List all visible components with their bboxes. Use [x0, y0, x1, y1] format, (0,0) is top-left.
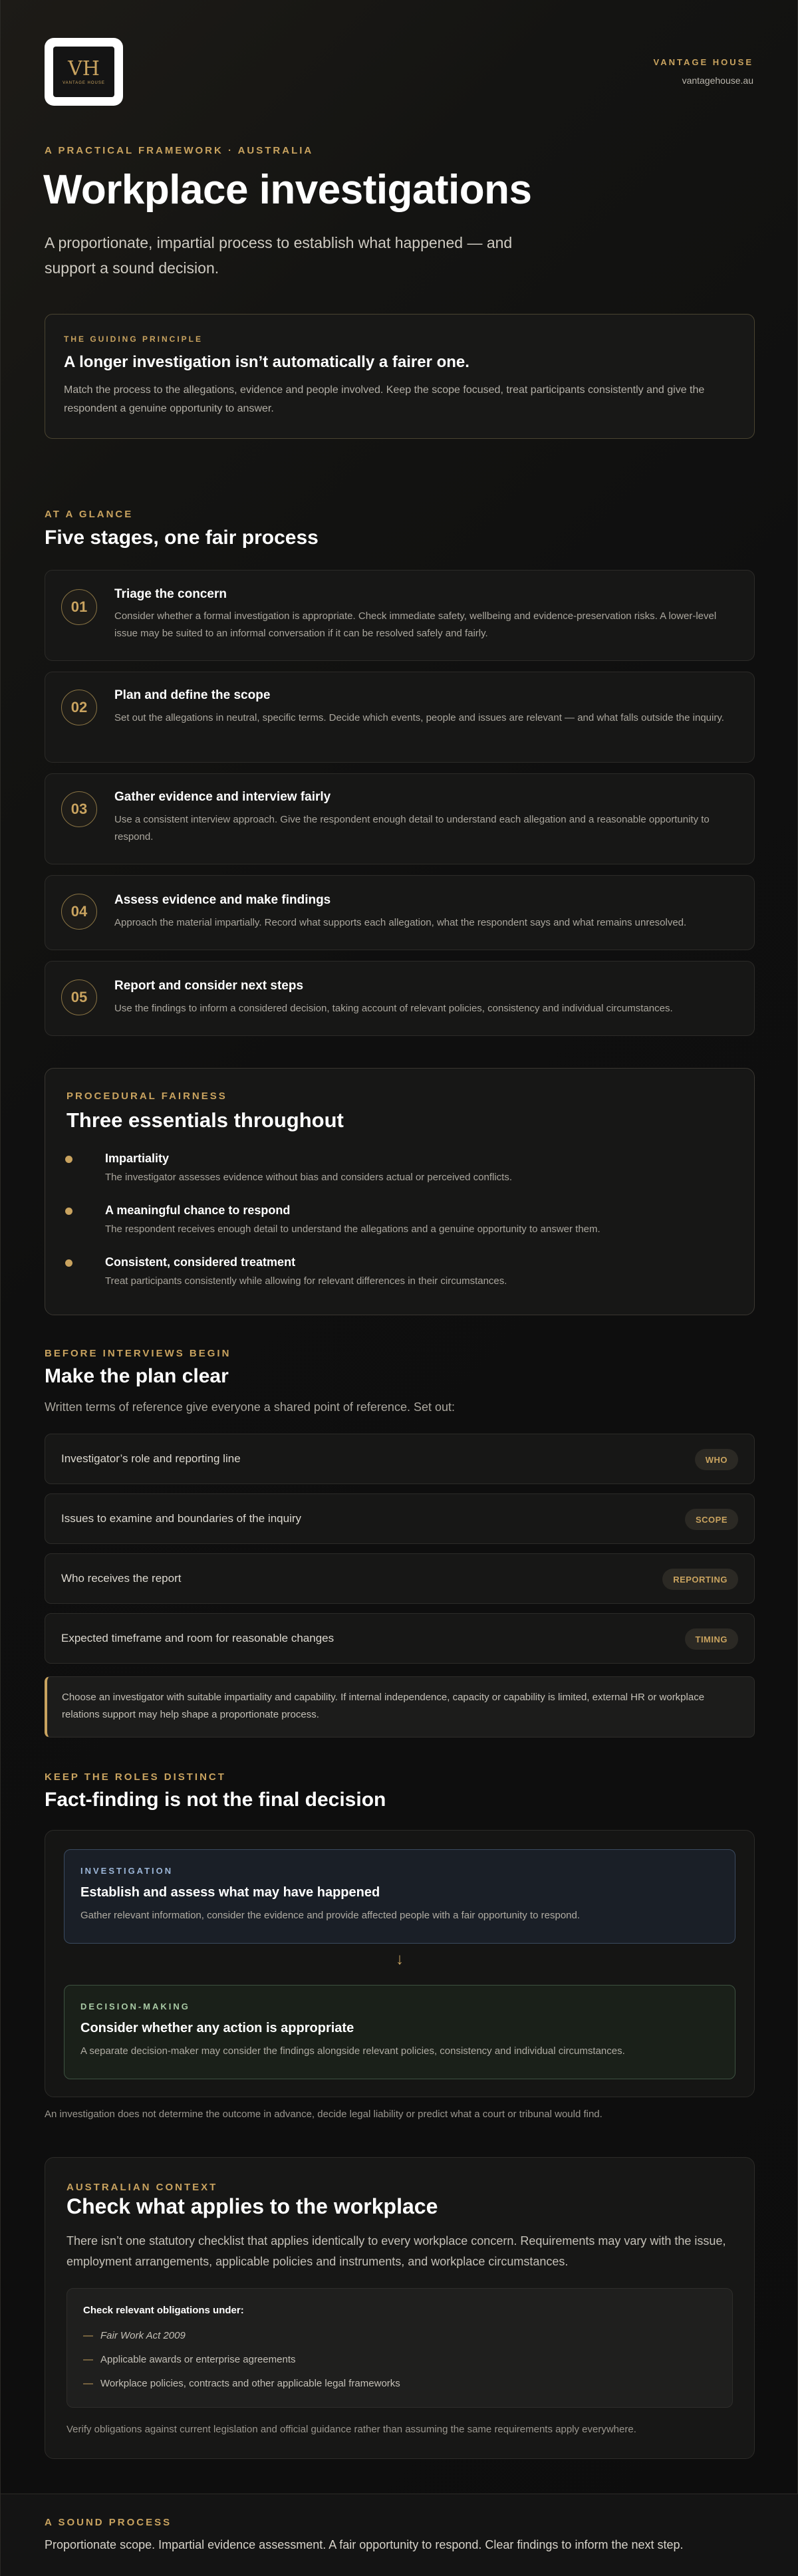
stage-card-3	[45, 773, 755, 864]
logo-monogram: VH	[68, 57, 100, 80]
bullet-dot-icon	[65, 1208, 72, 1215]
dash-icon: —	[83, 2378, 93, 2389]
stage-body: Consider whether a formal investigation is appropriate. Check immediate safety, wellbeing and evidence-preservation risks. A lower-level issue may be suited to an informal conversation if it can be resolved safely and fairly.	[114, 610, 717, 639]
dash-icon: —	[83, 2354, 93, 2365]
header-brand	[654, 57, 753, 86]
obligation-text: Applicable awards or enterprise agreements	[100, 2354, 296, 2365]
bullet-dot-icon	[65, 1156, 72, 1163]
stage-title: Gather evidence and interview fairly	[114, 790, 331, 804]
fairness-item-body: Treat participants consistently while allowing for relevant differences in their circumstances.	[105, 1275, 507, 1287]
roles-title: Fact-finding is not the final decision	[45, 1789, 386, 1811]
fairness-item-title: Impartiality	[105, 1152, 170, 1165]
stage-card-4	[45, 875, 755, 950]
australia-eyebrow: AUSTRALIAN CONTEXT	[66, 2182, 218, 2193]
procedural-fairness-card	[45, 1068, 755, 1315]
stages-title: Five stages, one fair process	[45, 527, 319, 549]
stage-title: Assess evidence and make findings	[114, 893, 331, 907]
fairness-item-body: The investigator assesses evidence without bias and considers actual or perceived conflicts.	[105, 1172, 512, 1183]
page-title: Workplace investigations	[43, 167, 532, 213]
verify-note: Verify obligations against current legislation and official guidance rather than assuming the same requirements apply everywhere.	[66, 2424, 636, 2435]
stage-number: 04	[61, 894, 97, 930]
role-title: Establish and assess what may have happened	[80, 1885, 380, 1900]
fairness-item-body: The respondent receives enough detail to understand the allegations and a genuine opportunity to answer them.	[105, 1224, 600, 1235]
hero-eyebrow: A PRACTICAL FRAMEWORK · AUSTRALIA	[45, 145, 314, 156]
plan-row-tag: REPORTING	[662, 1569, 738, 1590]
investigator-note: Choose an investigator with suitable impartiality and capability. If internal independence, capacity or capability is limited, external HR or workplace relations support may help shape a proportionate process.	[45, 1676, 755, 1738]
roles-footnote: An investigation does not determine the outcome in advance, decide legal liability or predict what a court or tribunal would find.	[45, 2109, 602, 2120]
footer-eyebrow: A SOUND PROCESS	[45, 2517, 172, 2528]
brand-logo[interactable]	[45, 38, 123, 106]
plan-eyebrow: BEFORE INTERVIEWS BEGIN	[45, 1348, 231, 1359]
stage-number: 02	[61, 690, 97, 725]
guiding-principle-card	[45, 314, 755, 439]
principle-body: Match the process to the allegations, evidence and people involved. Keep the scope focused, treat participants consistently and give the respondent a genuine opportunity to answer.	[64, 384, 705, 414]
dash-icon: —	[83, 2330, 93, 2341]
australia-intro: There isn’t one statutory checklist that applies identically to every workplace concern. Requirements may vary with the issue, employment arrangements, applicable policies and instruments, and workplace circumstances.	[66, 2234, 726, 2268]
plan-row-scope	[45, 1493, 755, 1544]
role-label: INVESTIGATION	[80, 1866, 174, 1876]
plan-row-label: Expected timeframe and room for reasonable changes	[61, 1632, 334, 1644]
stage-body: Set out the allegations in neutral, specific terms. Decide which events, people and issues are relevant — and what falls outside the inquiry.	[114, 712, 724, 723]
obligations-box	[66, 2288, 733, 2408]
fairness-item-title: Consistent, considered treatment	[105, 1255, 296, 1269]
plan-row-tag: SCOPE	[685, 1509, 738, 1530]
role-body: Gather relevant information, consider the evidence and provide affected people with a fair opportunity to respond.	[80, 1910, 581, 1921]
plan-row-label: Issues to examine and boundaries of the inquiry	[61, 1512, 302, 1525]
plan-row-reporting	[45, 1553, 755, 1604]
principle-title: A longer investigation isn’t automatically a fairer one.	[64, 353, 469, 371]
hero-subtitle: A proportionate, impartial process to establish what happened — and support a sound decision.	[45, 234, 513, 277]
stage-body: Approach the material impartially. Record what supports each allegation, what the respondent says and what remains unresolved.	[114, 917, 687, 928]
roles-eyebrow: KEEP THE ROLES DISTINCT	[45, 1771, 226, 1783]
logo-wordmark: VANTAGE HOUSE	[63, 80, 105, 85]
stage-card-1	[45, 570, 755, 661]
fairness-item-title: A meaningful chance to respond	[105, 1204, 291, 1217]
investigation-role-box	[64, 1849, 735, 1944]
stages-eyebrow: AT A GLANCE	[45, 509, 134, 520]
stage-body: Use a consistent interview approach. Give the respondent enough detail to understand each allegation and a reasonable opportunity to respond.	[114, 814, 710, 842]
brand-name: VANTAGE HOUSE	[653, 57, 753, 67]
plan-intro: Written terms of reference give everyone a shared point of reference. Set out:	[45, 1400, 455, 1414]
stage-card-2	[45, 672, 755, 763]
bullet-dot-icon	[65, 1259, 72, 1267]
australian-context-card	[45, 2157, 755, 2459]
stage-card-5	[45, 961, 755, 1036]
plan-row-who	[45, 1434, 755, 1484]
principle-eyebrow: THE GUIDING PRINCIPLE	[64, 334, 203, 344]
stage-title: Plan and define the scope	[114, 688, 271, 702]
fairness-title: Three essentials throughout	[66, 1108, 344, 1132]
brand-site-link[interactable]: vantagehouse.au	[682, 75, 753, 86]
obligation-item	[83, 2330, 186, 2341]
obligation-text: Fair Work Act 2009	[100, 2330, 186, 2341]
stage-title: Report and consider next steps	[114, 979, 304, 993]
stage-body: Use the findings to inform a considered decision, taking account of relevant policies, consistency and individual circumstances.	[114, 1003, 673, 1014]
plan-row-label: Investigator’s role and reporting line	[61, 1452, 241, 1465]
role-body: A separate decision-maker may consider the findings alongside relevant policies, consistency and individual circumstances.	[80, 2045, 625, 2057]
plan-row-tag: TIMING	[685, 1628, 739, 1650]
obligation-item	[83, 2354, 296, 2365]
plan-title: Make the plan clear	[45, 1365, 229, 1387]
logo-mark-panel	[53, 47, 114, 97]
decision-role-box	[64, 1985, 735, 2079]
stage-number: 05	[61, 979, 97, 1015]
footer	[1, 2494, 798, 2576]
stage-title: Triage the concern	[114, 587, 227, 601]
stage-number: 01	[61, 589, 97, 625]
obligations-title: Check relevant obligations under:	[83, 2305, 244, 2316]
plan-row-timing	[45, 1613, 755, 1664]
arrow-down-icon: ↓	[396, 1950, 404, 1968]
australia-title: Check what applies to the workplace	[66, 2194, 438, 2218]
footer-summary: Proportionate scope. Impartial evidence assessment. A fair opportunity to respond. Clear findings to inform the next step.	[45, 2538, 684, 2551]
plan-row-tag: WHO	[695, 1449, 738, 1470]
obligation-text: Workplace policies, contracts and other applicable legal frameworks	[100, 2378, 400, 2389]
roles-panel	[45, 1830, 755, 2097]
fairness-eyebrow: PROCEDURAL FAIRNESS	[66, 1091, 227, 1102]
obligation-item	[83, 2378, 400, 2389]
stage-number: 03	[61, 791, 97, 827]
plan-row-label: Who receives the report	[61, 1572, 182, 1585]
role-label: DECISION-MAKING	[80, 2001, 190, 2011]
role-title: Consider whether any action is appropriate	[80, 2021, 354, 2035]
